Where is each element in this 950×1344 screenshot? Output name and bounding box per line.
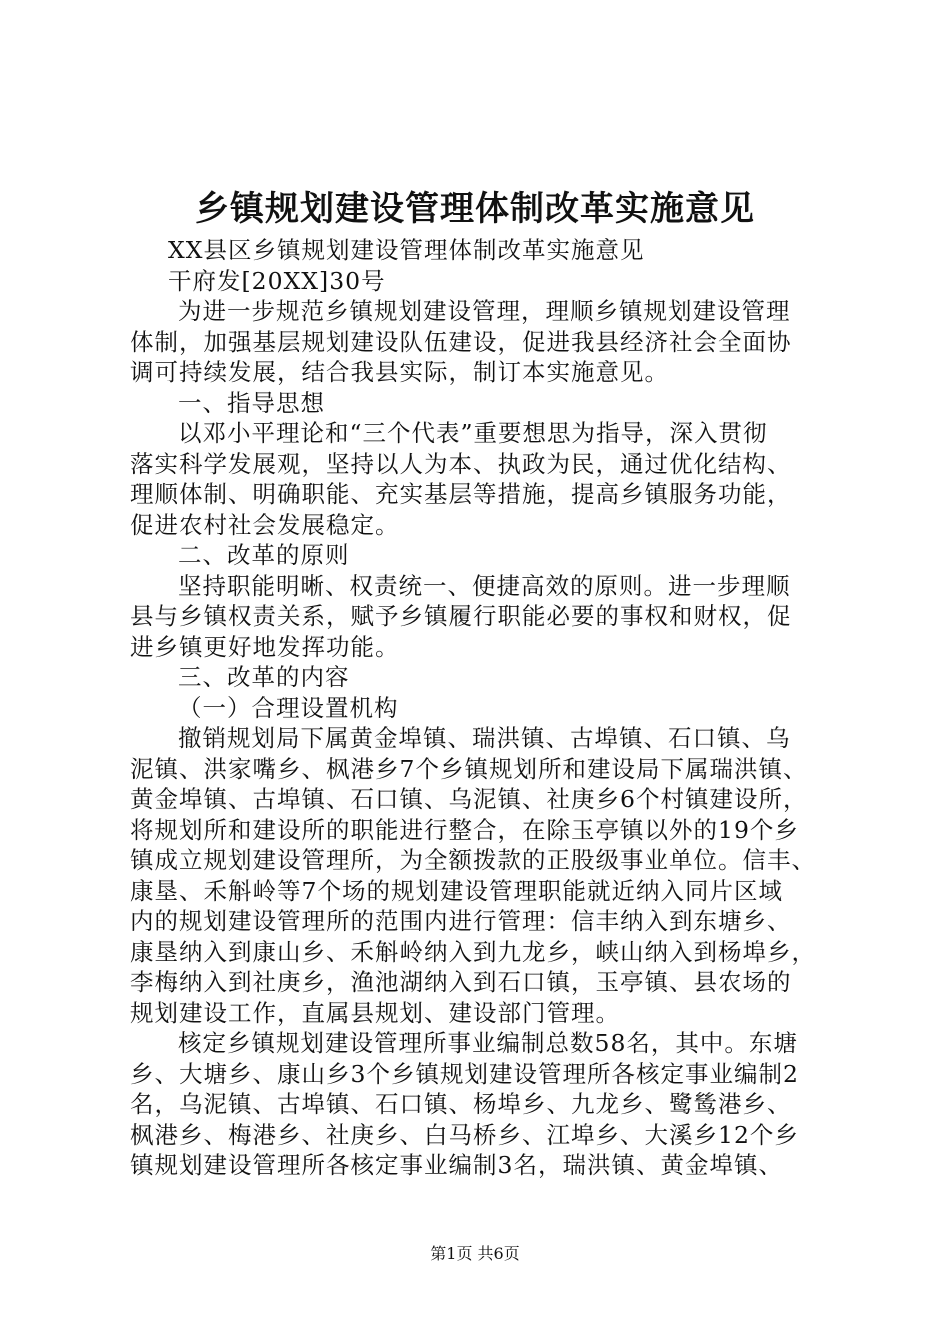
body-line: 为进一步规范乡镇规划建设管理，理顺乡镇规划建设管理 (178, 297, 791, 325)
document-title: 乡镇规划建设管理体制改革实施意见 (195, 189, 755, 229)
body-line: 镇成立规划建设管理所，为全额拨款的正股级事业单位。信丰、 (130, 846, 816, 874)
body-line: 以邓小平理论和“三个代表”重要想思为指导，深入贯彻 (178, 419, 768, 447)
document-body (130, 235, 830, 1181)
body-line: 坚持职能明晰、权责统一、便捷高效的原则。进一步理顺 (178, 571, 791, 600)
body-line: 进乡镇更好地发挥功能。 (130, 632, 400, 661)
body-line: 黄金埠镇、古埠镇、石口镇、乌泥镇、社庚乡6个村镇建设所， (130, 785, 808, 813)
body-line: 核定乡镇规划建设管理所事业编制总数58名，其中。东塘 (178, 1029, 798, 1057)
body-line: 二、改革的原则 (178, 541, 350, 569)
body-line: 名，乌泥镇、古埠镇、石口镇、杨埠乡、九龙乡、鹭鸶港乡、 (130, 1090, 792, 1118)
body-line: 康垦纳入到康山乡、禾斛岭纳入到九龙乡，峡山纳入到杨埠乡， (130, 937, 816, 966)
body-line: 将规划所和建设所的职能进行整合，在除玉亭镇以外的19个乡 (130, 815, 799, 844)
body-line: 内的规划建设管理所的范围内进行管理：信丰纳入到东塘乡、 (130, 907, 792, 935)
body-line: 干府发[20XX]30号 (168, 266, 386, 295)
body-line: 康垦、禾斛岭等7个场的规划建设管理职能就近纳入同片区域 (130, 876, 783, 905)
body-line: 规划建设工作，直属县规划、建设部门管理。 (130, 998, 620, 1027)
body-line: 落实科学发展观，坚持以人为本、执政为民，通过优化结构、 (130, 449, 792, 478)
body-line: 撤销规划局下属黄金埠镇、瑞洪镇、古埠镇、石口镇、乌 (178, 724, 791, 752)
body-line: 乡、大塘乡、康山乡3个乡镇规划建设管理所各核定事业编制2 (130, 1059, 799, 1088)
body-line: 镇规划建设管理所各核定事业编制3名，瑞洪镇、黄金埠镇、 (130, 1151, 783, 1179)
body-line: 县与乡镇权责关系，赋予乡镇履行职能必要的事权和财权，促 (130, 602, 792, 630)
body-line: 促进农村社会发展稳定。 (130, 510, 400, 539)
body-line: 枫港乡、梅港乡、社庚乡、白马桥乡、江埠乡、大溪乡12个乡 (130, 1120, 799, 1149)
body-line: （一）合理设置机构 (178, 693, 399, 722)
body-line: 李梅纳入到社庚乡，渔池湖纳入到石口镇，玉亭镇、县农场的 (130, 968, 792, 996)
body-line: 理顺体制、明确职能、充实基层等措施，提高乡镇服务功能， (130, 480, 792, 508)
body-line: 三、改革的内容 (178, 663, 350, 691)
body-line: 调可持续发展，结合我县实际，制订本实施意见。 (130, 358, 669, 386)
body-line: XX县区乡镇规划建设管理体制改革实施意见 (168, 236, 645, 264)
body-line: 体制，加强基层规划建设队伍建设，促进我县经济社会全面协 (130, 327, 792, 356)
page-footer: 第1页 共6页 (430, 1244, 520, 1263)
body-line: 泥镇、洪家嘴乡、枫港乡7个乡镇规划所和建设局下属瑞洪镇、 (130, 754, 808, 783)
body-line: 一、指导思想 (178, 388, 325, 417)
